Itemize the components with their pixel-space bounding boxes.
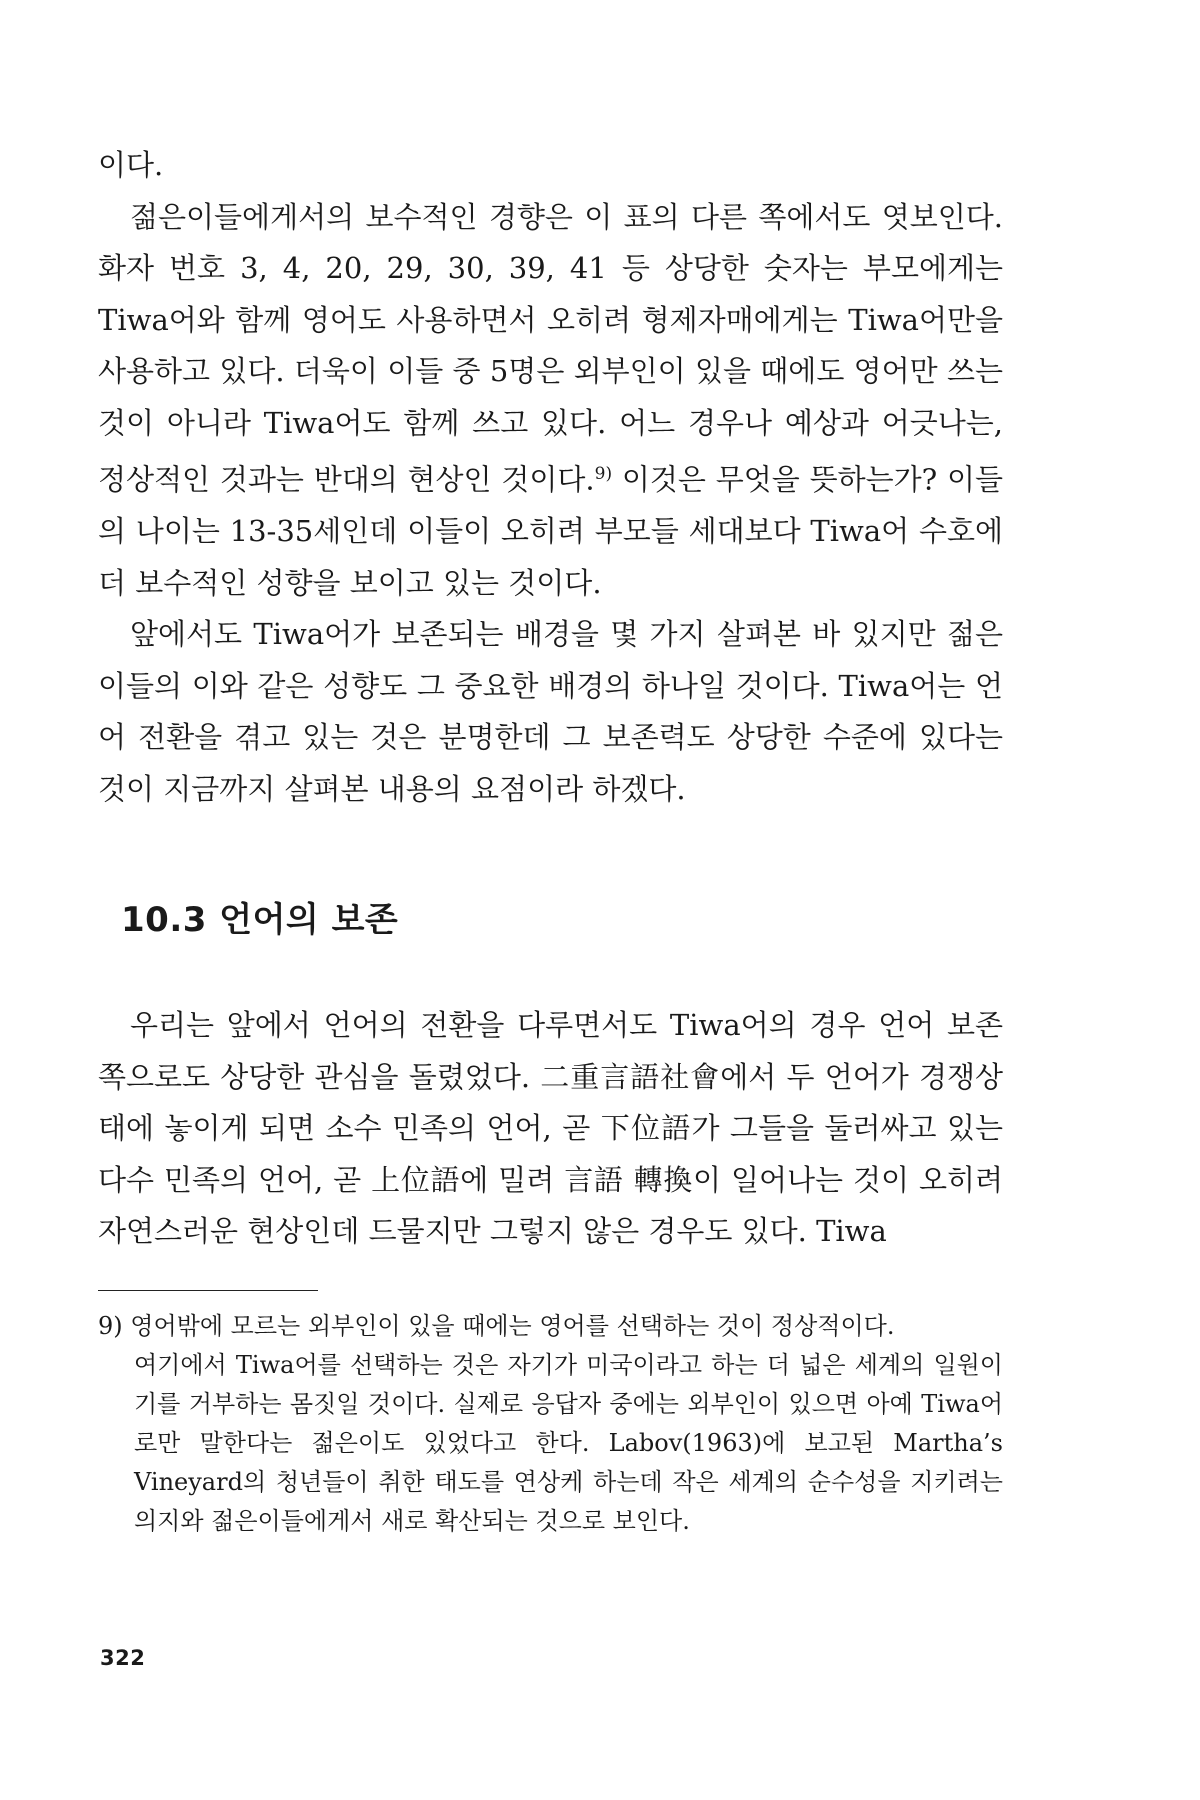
paragraph-text-before-footnote: 젊은이들에게서의 보수적인 경향은 이 표의 다른 쪽에서도 엿보인다. 화자 번호 3, 4, 20, 29, 30, 39, 41 등 상당한 숫자는 부모에게는 Tiwa어와 함께 영어도 사용하면서 오히려 형제자매에게는 Tiwa어만을 사용하고 있다. 더욱이 이들 중 5명은 외부인이 있을 때에도 영어만 쓰는 것이 아니라 Tiwa어도 함께 쓰고 있다. 어느 경우나 예상과 어긋나는, 정상적인 것과는 반대의 현상인 것이다.	[98, 199, 1003, 497]
section-heading: 10.3 언어의 보존	[121, 900, 399, 941]
footnote-divider	[98, 1290, 318, 1291]
footnote-first-line	[98, 1307, 1003, 1346]
footnote	[98, 1307, 1003, 1541]
paragraph-conservative-tendency	[98, 192, 1003, 610]
page-content	[98, 140, 1003, 1541]
page-number: 322	[100, 1646, 146, 1670]
paragraph-language-preservation: 우리는 앞에서 언어의 전환을 다루면서도 Tiwa어의 경우 언어 보존 쪽으로도 상당한 관심을 돌렸었다. 二重言語社會에서 두 언어가 경쟁상태에 놓이게 되면 소수 민족의 언어, 곧 下位語가 그들을 둘러싸고 있는 다수 민족의 언어, 곧 上位語에 밀려 言語 轉換이 일어나는 것이 오히려 자연스러운 현상인데 드물지만 그렇지 않은 경우도 있다. Tiwa	[98, 1008, 1003, 1249]
footnote-number: 9)	[98, 1311, 123, 1340]
paragraph-continuation: 이다.	[98, 148, 164, 182]
footnote-first-text: 영어밖에 모르는 외부인이 있을 때에는 영어를 선택하는 것이 정상적이다.	[130, 1311, 895, 1340]
footnote-continuation: 여기에서 Tiwa어를 선택하는 것은 자기가 미국이라고 하는 더 넓은 세계의 일원이기를 거부하는 몸짓일 것이다. 실제로 응답자 중에는 외부인이 있으면 아예 Tiwa어로만 말한다는 젊은이도 있었다고 한다. Labov(1963)에 보고된 Martha’s Vineyard의 청년들이 취한 태도를 연상케 하는데 작은 세계의 순수성을 지키려는 의지와 젊은이들에게서 새로 확산되는 것으로 보인다.	[134, 1350, 1003, 1535]
paragraph-summary: 앞에서도 Tiwa어가 보존되는 배경을 몇 가지 살펴본 바 있지만 젊은이들의 이와 같은 성향도 그 중요한 배경의 하나일 것이다. Tiwa어는 언어 전환을 겪고 있는 것은 분명한데 그 보존력도 상당한 수준에 있다는 것이 지금까지 살펴본 내용의 요점이라 하겠다.	[98, 617, 1003, 806]
paragraph-text-after-footnote: 이것은 무엇을 뜻하는가? 이들의 나이는 13-35세인데 이들이 오히려 부모들 세대보다 Tiwa어 수호에 더 보수적인 성향을 보이고 있는 것이다.	[98, 462, 1003, 600]
footnote-reference[interactable]: 9)	[594, 464, 613, 484]
